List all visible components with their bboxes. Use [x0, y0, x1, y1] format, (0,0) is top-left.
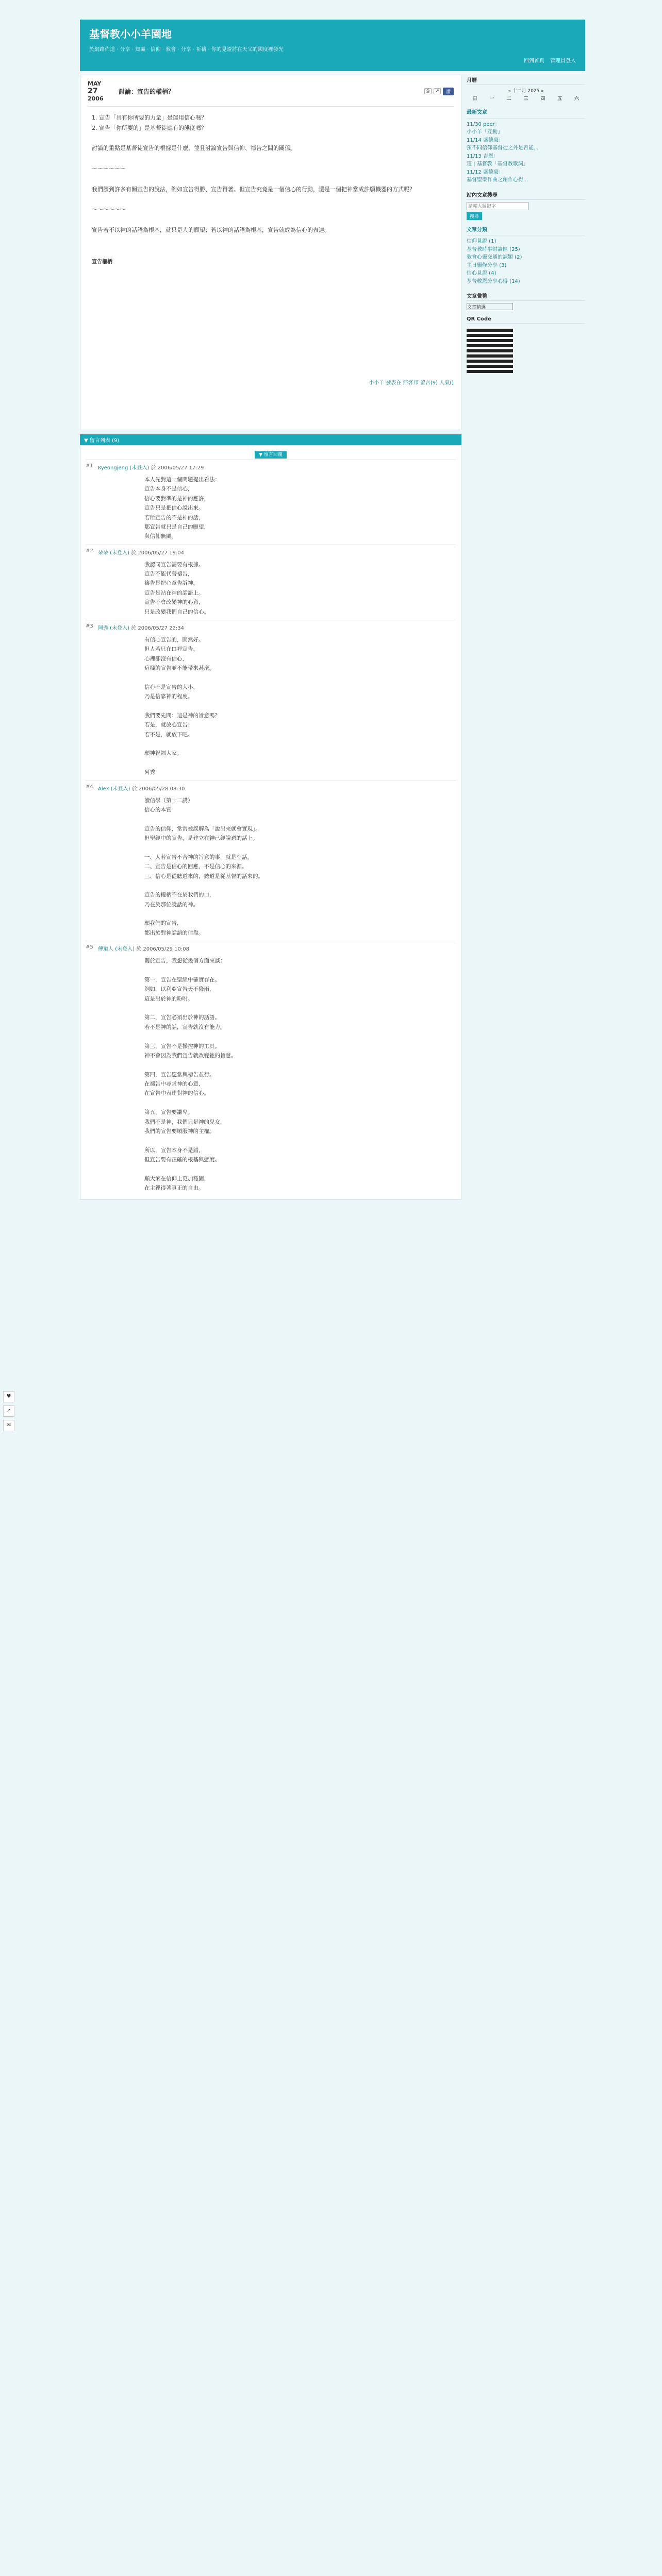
- reply-meta: [98, 548, 456, 556]
- print-icon[interactable]: ⎙: [424, 88, 432, 94]
- recent-post-link[interactable]: 11/13 吉恩：: [467, 153, 499, 159]
- reply-author[interactable]: Kyeongjeng (未登入): [98, 465, 150, 471]
- reply-number: #1: [86, 463, 93, 469]
- reply-text: 讀信學（第十二講） 信心的本質 宣告的信仰，常常被誤解為「說出來就會實現」。 但聖經中的宣告，是建立在神已經說過的話上。 一、人若宣告不合神的旨意的事，就是空話。 二、宣告是信心的回應，不是信心的來源。 三、信心是從聽道來的，聽道是從基督的話來的。 宣告的權柄不在於我們的口， 乃在於那位說話的神。 願我們的宣告， 都出於對神話語的信靠。: [144, 797, 263, 936]
- calendar-title: 月曆: [467, 75, 585, 85]
- archive: [467, 291, 585, 310]
- reply-button[interactable]: ▼ 留言回覆: [255, 451, 287, 459]
- reply-number: #3: [86, 623, 93, 629]
- recent-title: 最新文章: [467, 108, 585, 118]
- category-link[interactable]: 信仰見證 (1): [467, 239, 496, 244]
- bookmark-icon[interactable]: ♥: [3, 1391, 14, 1402]
- recent-post-link[interactable]: 預不同信仰基督徒之外是否能...: [467, 145, 539, 151]
- category-link[interactable]: 教會心靈交通的課題 (2): [467, 255, 522, 260]
- post-tag[interactable]: 宣告權柄: [92, 259, 112, 265]
- category-link[interactable]: 基督教時事討論區 (25): [467, 246, 520, 252]
- recent-posts: [467, 108, 585, 184]
- share-icon[interactable]: ↗: [434, 88, 441, 94]
- reply-time: 於 2006/05/27 22:34: [131, 625, 184, 631]
- site-header: [80, 20, 585, 71]
- reply-meta: [98, 623, 456, 631]
- calendar-table: [467, 94, 585, 103]
- article-header: [88, 80, 454, 107]
- comment-icon[interactable]: ✉: [3, 1420, 14, 1431]
- reply-time: 於 2006/05/27 19:04: [131, 550, 184, 556]
- reply-text: 有信心宣告的，固然好。 但人若只在口裡宣告， 心裡卻沒有信心， 這樣的宣告並不能帶來甚麼。 信心不是宣告的大小， 乃是信靠神的程度。 我們要先問：這是神的旨意嗎？ 若是，就放心宣告； 若不是，就放下吧。 願神祝福大家。 阿秀: [144, 636, 220, 776]
- reply-number: #2: [86, 548, 93, 554]
- archive-title: 文章彙整: [467, 291, 585, 301]
- sidebar: [467, 75, 585, 378]
- weekday: 三: [523, 96, 528, 101]
- calendar: [467, 75, 585, 103]
- reply-item: [86, 545, 456, 620]
- qr-title: QR Code: [467, 315, 585, 324]
- search-input[interactable]: [467, 202, 528, 210]
- archive-select[interactable]: 文章精選: [467, 303, 513, 310]
- responses: [80, 445, 461, 1200]
- recent-post-link[interactable]: 基督聖樂作曲之創作心得...: [467, 177, 528, 183]
- reply-content: [98, 944, 456, 1193]
- header-link[interactable]: 回到首頁: [523, 58, 544, 64]
- reply-text: 關於宣告，我想從幾個方面來談： 第一，宣告在聖經中確實存在。 例如，以利亞宣告天不降雨， 這是出於神的吩咐。 第二，宣告必須出於神的話語。 若不是神的話，宣告就沒有能力。 第三，宣告不是操控神的工具。 神不會因為我們宣告就改變祂的旨意。 第四，宣告應當與禱告並行。 在禱告中尋求神的心意， 在宣告中表達對神的信心。 第五，宣告要謙卑。 我們不是神，我們只是神的兒女， 我們的宣告要順服神的主權。 所以，宣告本身不是錯， 但宣告要有正確的根基與態度。 願大家在信仰上更加穩固， 在主裡得著真正的自由。: [144, 958, 237, 1192]
- recent-post-link[interactable]: 小小羊「互動」: [467, 129, 503, 135]
- recent-post-link[interactable]: 11/30 peer：: [467, 121, 500, 127]
- recent-list: [467, 121, 585, 184]
- site-subtitle: 於網路佈道 · 分享 · 知識 · 信仰 · 教會 · 分享 · 祈禱 · 你的見證將在天父的國度裡發光: [89, 47, 284, 53]
- reply-meta: [98, 944, 456, 952]
- reply-number: #4: [86, 784, 93, 790]
- reply-item: [86, 620, 456, 781]
- site-title[interactable]: 基督教小小羊園地: [89, 28, 172, 40]
- categories-title: 文章分類: [467, 225, 585, 236]
- post-title[interactable]: 討論：宣告的權柄？: [119, 88, 175, 95]
- weekday: 一: [489, 96, 494, 101]
- category-link[interactable]: 主日靈修分享 (3): [467, 262, 507, 268]
- reply-content: [98, 548, 456, 617]
- site-search: [467, 190, 585, 220]
- reply-time: 於 2006/05/29 10:08: [136, 946, 189, 953]
- recent-post-link[interactable]: 11/12 盛德豪：: [467, 169, 504, 175]
- reply-time: 於 2006/05/28 08:30: [131, 786, 185, 792]
- post-date: [88, 80, 119, 102]
- reply-list: [86, 460, 456, 1196]
- post-month: MAY: [88, 80, 102, 87]
- weekday: 四: [540, 96, 545, 101]
- post-day: 27: [88, 87, 98, 95]
- post-tools: [424, 88, 454, 95]
- responses-bar[interactable]: ▼ 留言列表 (9): [80, 434, 461, 445]
- reply-content: [98, 463, 456, 541]
- qr-code-image: [467, 327, 513, 373]
- reply-author[interactable]: Alex (未登入): [98, 786, 130, 792]
- weekday: 五: [557, 96, 562, 101]
- article: [80, 75, 461, 430]
- reply-item: [86, 460, 456, 545]
- reply-text: 我認同宣告需要有根據。 宣告不能代替禱告， 禱告是把心意告訴神， 宣告是站在神的話語上。 宣告不會改變神的心意， 只是改變我們自己的信心。: [144, 561, 209, 615]
- category-list: [467, 238, 585, 285]
- reply-content: [98, 784, 456, 938]
- facebook-like-button[interactable]: 讚: [443, 88, 454, 95]
- reply-author[interactable]: 傳道人 (未登入): [98, 946, 135, 953]
- recent-post-link[interactable]: 11/14 盛德豪：: [467, 137, 504, 143]
- weekday-row: [467, 94, 585, 103]
- calendar-month[interactable]: « 十二月 2025 »: [508, 89, 544, 94]
- post-footer[interactable]: 小小羊 發表在 痞客邦 留言(9) 人氣(): [369, 380, 454, 386]
- reply-meta: [98, 784, 456, 792]
- reply-item: [86, 781, 456, 941]
- main-content: [80, 75, 461, 1200]
- reply-meta: [98, 463, 456, 471]
- weekday: 二: [506, 96, 511, 101]
- post-year: 2006: [88, 95, 104, 102]
- header-links: [520, 56, 576, 64]
- header-link[interactable]: 管理員登入: [550, 58, 576, 64]
- floating-tools: [3, 1391, 15, 1434]
- search-title: 站內文章搜尋: [467, 190, 585, 200]
- qr-section: [467, 315, 585, 373]
- category-link[interactable]: 基督救恩分享心得 (14): [467, 278, 520, 284]
- category-link[interactable]: 信心見證 (4): [467, 270, 496, 276]
- reply-author[interactable]: 阿秀 (未登入): [98, 625, 129, 631]
- reply-item: [86, 941, 456, 1196]
- share-icon[interactable]: ↗: [3, 1405, 14, 1417]
- page: [80, 0, 585, 2576]
- responses-top: [86, 449, 456, 460]
- categories: [467, 225, 585, 286]
- post-body: 1. 宣告「具有你所要的力量」是運用信心嗎？ 2. 宣告「你所要的」是基督徒應有的態度嗎？ 討論的重點是基督徒宣告的根據是什麼，並且討論宣告與信仰、禱告之間的關係。 ～～～～～～ 我們讀到許多有關宣告的說法，例如宣告得勝、宣告得著。但宣告究竟是一個信心的行動，還是一個把神當成許願機器的方式呢？ ～～～～～～ 宣告若不以神的話語為根基，就只是人的願望；若以神的話語為根基，宣告就成為信心的表達。: [92, 114, 415, 233]
- weekday: 日: [472, 96, 477, 101]
- recent-post-link[interactable]: 這 | 基督教「基督教歌詞」: [467, 161, 528, 167]
- reply-number: #5: [86, 944, 93, 951]
- weekday: 六: [574, 96, 580, 101]
- reply-text: 本人先對這一個問題提出看法： 宣告本身不是信心， 信心要對準的是神的應許， 宣告只是把信心說出來。 若所宣告的不是神的話， 那宣告就只是自己的願望， 與信仰無關。: [144, 477, 220, 540]
- search-button[interactable]: 搜尋: [467, 212, 482, 220]
- reply-content: [98, 623, 456, 777]
- reply-time: 於 2006/05/27 17:29: [151, 465, 204, 471]
- reply-author[interactable]: 朵朵 (未登入): [98, 550, 129, 556]
